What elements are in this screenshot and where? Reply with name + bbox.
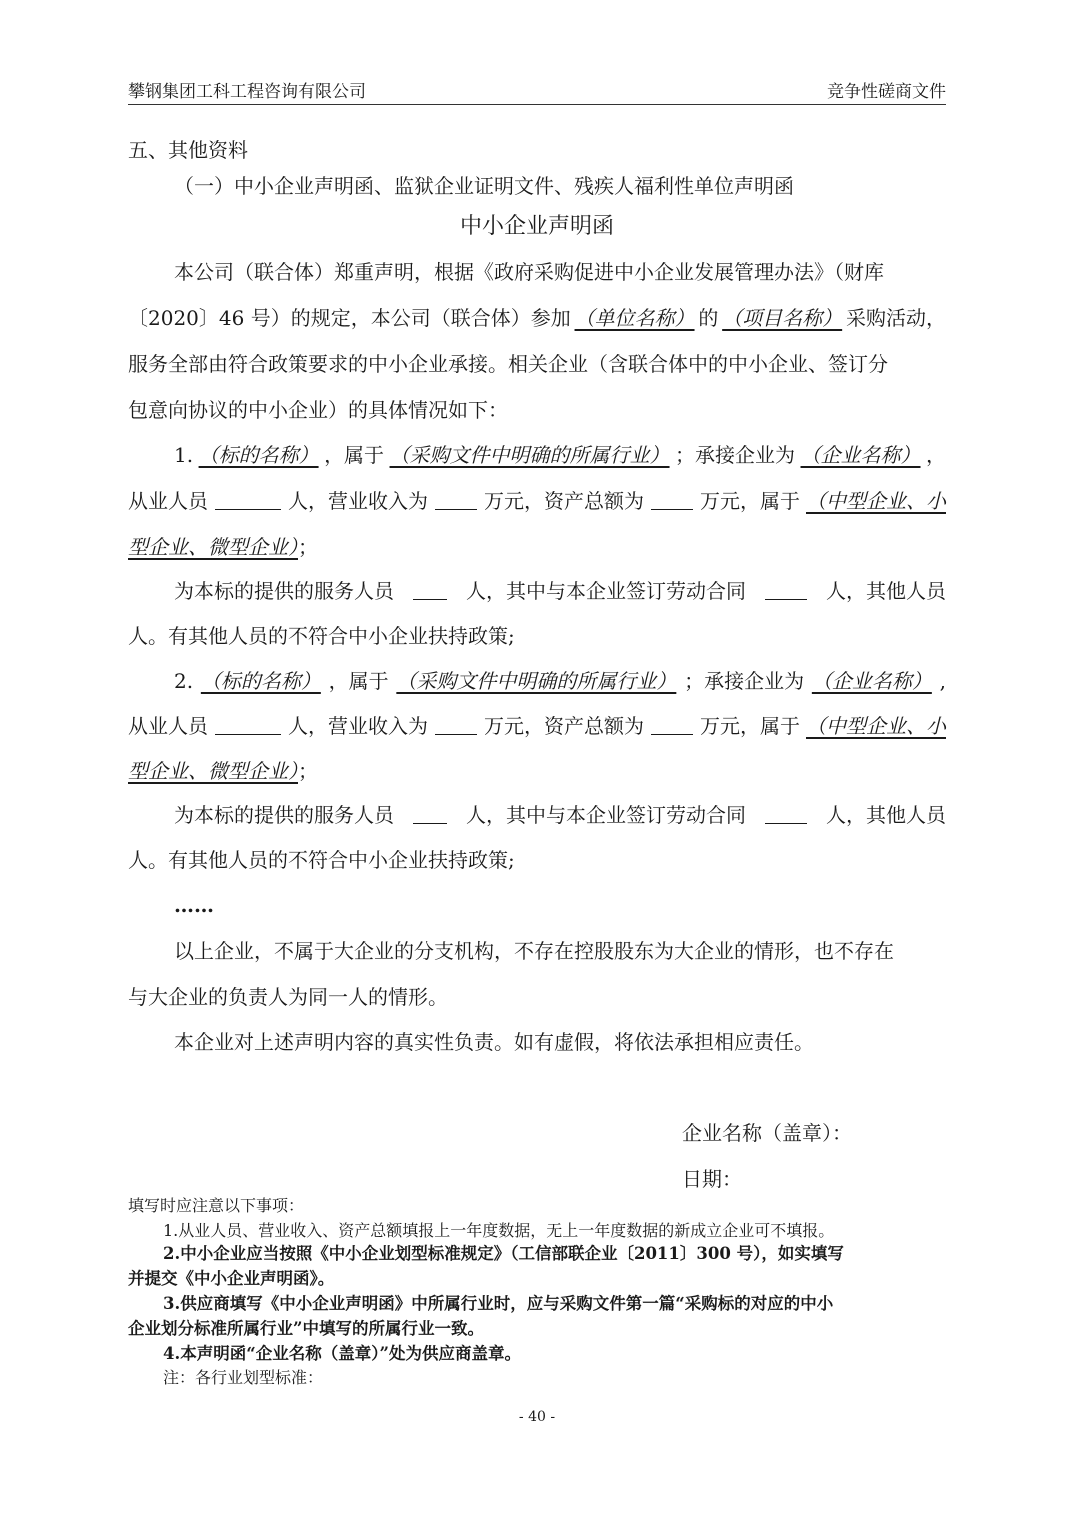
notes-heading: 填写时应注意以下事项： <box>128 1196 305 1215</box>
item-2-service-blank-1 <box>413 801 447 824</box>
item-2-type-field-b: 型企业、微型企业） <box>128 759 298 783</box>
item-2-assets-blank <box>651 712 693 735</box>
note-3b: 企业划分标准所属行业”中填写的所属行业一致。 <box>128 1319 484 1338</box>
header-company: 攀钢集团工科工程咨询有限公司 <box>128 82 366 102</box>
item-1-line-1 <box>174 441 946 469</box>
item-1-num: 1. <box>174 443 194 467</box>
item-1-comma: ， <box>926 443 946 467</box>
item-2-staff-blank <box>215 712 281 735</box>
item-2-comma: , <box>939 669 946 693</box>
ellipsis: …… <box>174 893 214 917</box>
item-2-contractor-label: ；承接企业为 <box>684 669 805 693</box>
item-2-line-3 <box>128 757 318 785</box>
item-1-revenue-unit: 万元，资产总额为 <box>484 489 644 513</box>
item-2-type-end: ； <box>298 759 318 783</box>
intro-line-2-c: 采购活动， <box>845 306 946 330</box>
note-5: 注：各行业划型标准： <box>163 1368 324 1387</box>
note-2b: 并提交《中小企业声明函》。 <box>128 1269 335 1288</box>
intro-line-3: 服务全部由符合政策要求的中小企业承接。相关企业（含联合体中的中小企业、签订分 <box>128 352 888 376</box>
item-2-revenue-blank <box>435 712 477 735</box>
item-1-subject-field: （标的名称） <box>198 443 319 467</box>
item-2-service-c: 人，其他人员 <box>826 803 946 827</box>
item-1-line-3 <box>128 533 318 561</box>
intro-line-2-a: 〔2020〕46 号）的规定，本公司（联合体）参加 <box>128 306 571 330</box>
item-2-staff-label: 从业人员 <box>128 714 208 738</box>
item-1-service-line <box>174 577 946 605</box>
intro-line-1: 本公司（联合体）郑重声明，根据《政府采购促进中小企业发展管理办法》（财库 <box>174 260 884 284</box>
item-1-staff-unit: 人，营业收入为 <box>288 489 428 513</box>
project-name-field: （项目名称） <box>722 306 843 330</box>
item-1-industry-field: （采购文件中明确的所属行业） <box>389 443 670 467</box>
item-1-enterprise-field: （企业名称） <box>800 443 921 467</box>
item-1-service-d: 人。有其他人员的不符合中小企业扶持政策; <box>128 624 515 648</box>
item-2-type-field-a: （中型企业、小 <box>806 714 946 738</box>
item-2-line-2 <box>128 712 946 740</box>
item-1-service-b: 人，其中与本企业签订劳动合同 <box>466 579 746 603</box>
item-2-enterprise-field: （企业名称） <box>811 669 932 693</box>
item-2-industry-field: （采购文件中明确的所属行业） <box>396 669 677 693</box>
intro-line-4: 包意向协议的中小企业）的具体情况如下： <box>128 398 508 422</box>
item-1-type-end: ； <box>298 535 318 559</box>
item-1-service-c: 人，其他人员 <box>826 579 946 603</box>
item-1-staff-blank <box>215 487 281 510</box>
item-1-revenue-blank <box>435 487 477 510</box>
note-3a: 3.供应商填写《中小企业声明函》中所属行业时，应与采购文件第一篇“采购标的对应的中小 <box>163 1294 834 1313</box>
item-1-belongs: ，属于 <box>324 443 385 467</box>
item-1-assets-unit: 万元，属于 <box>700 489 800 513</box>
item-2-num: 2. <box>174 669 194 693</box>
note-1: 1.从业人员、营业收入、资产总额填报上一年度数据，无上一年度数据的新成立企业可不填报。 <box>163 1221 835 1240</box>
item-1-assets-blank <box>651 487 693 510</box>
closing-line-1a: 以上企业，不属于大企业的分支机构，不存在控股股东为大企业的情形，也不存在 <box>174 939 894 963</box>
item-2-staff-unit: 人，营业收入为 <box>288 714 428 738</box>
note-2a: 2.中小企业应当按照《中小企业划型标准规定》（工信部联企业〔2011〕300 号），如实填写 <box>163 1244 844 1263</box>
item-1-service-blank-1 <box>413 577 447 600</box>
item-1-service-blank-2 <box>765 577 807 600</box>
item-2-service-b: 人，其中与本企业签订劳动合同 <box>466 803 746 827</box>
header-doc-type: 竞争性磋商文件 <box>827 82 946 102</box>
section-sub-heading: （一）中小企业声明函、监狱企业证明文件、残疾人福利性单位声明函 <box>174 174 794 198</box>
item-2-service-line <box>174 801 946 829</box>
item-1-staff-label: 从业人员 <box>128 489 208 513</box>
declaration-title: 中小企业声明函 <box>459 214 614 239</box>
item-2-subject-field: （标的名称） <box>200 669 321 693</box>
closing-line-2: 本企业对上述声明内容的真实性负责。如有虚假，将依法承担相应责任。 <box>174 1030 814 1054</box>
intro-line-2 <box>128 304 946 332</box>
note-4: 4.本声明函“企业名称（盖章）”处为供应商盖章。 <box>163 1344 521 1363</box>
signature-date-label: 日期： <box>682 1167 742 1191</box>
item-2-service-d: 人。有其他人员的不符合中小企业扶持政策; <box>128 848 515 872</box>
item-1-service-a: 为本标的提供的服务人员 <box>174 579 394 603</box>
item-2-service-a: 为本标的提供的服务人员 <box>174 803 394 827</box>
item-2-line-1 <box>174 667 946 695</box>
item-2-assets-unit: 万元，属于 <box>700 714 800 738</box>
item-1-contractor-label: ；承接企业为 <box>675 443 796 467</box>
closing-line-1b: 与大企业的负责人为同一人的情形。 <box>128 985 448 1009</box>
section-heading: 五、其他资料 <box>128 138 248 162</box>
signature-company-label: 企业名称（盖章）： <box>682 1121 852 1145</box>
intro-line-2-b: 的 <box>698 306 719 330</box>
item-2-revenue-unit: 万元，资产总额为 <box>484 714 644 738</box>
item-1-line-2 <box>128 487 946 515</box>
item-2-service-blank-2 <box>765 801 807 824</box>
item-2-belongs: ，属于 <box>328 669 389 693</box>
item-1-type-field-b: 型企业、微型企业） <box>128 535 298 559</box>
item-1-type-field-a: （中型企业、小 <box>806 489 946 513</box>
unit-name-field: （单位名称） <box>574 306 695 330</box>
page-header <box>128 76 946 105</box>
page-number: - 40 - <box>518 1409 556 1425</box>
